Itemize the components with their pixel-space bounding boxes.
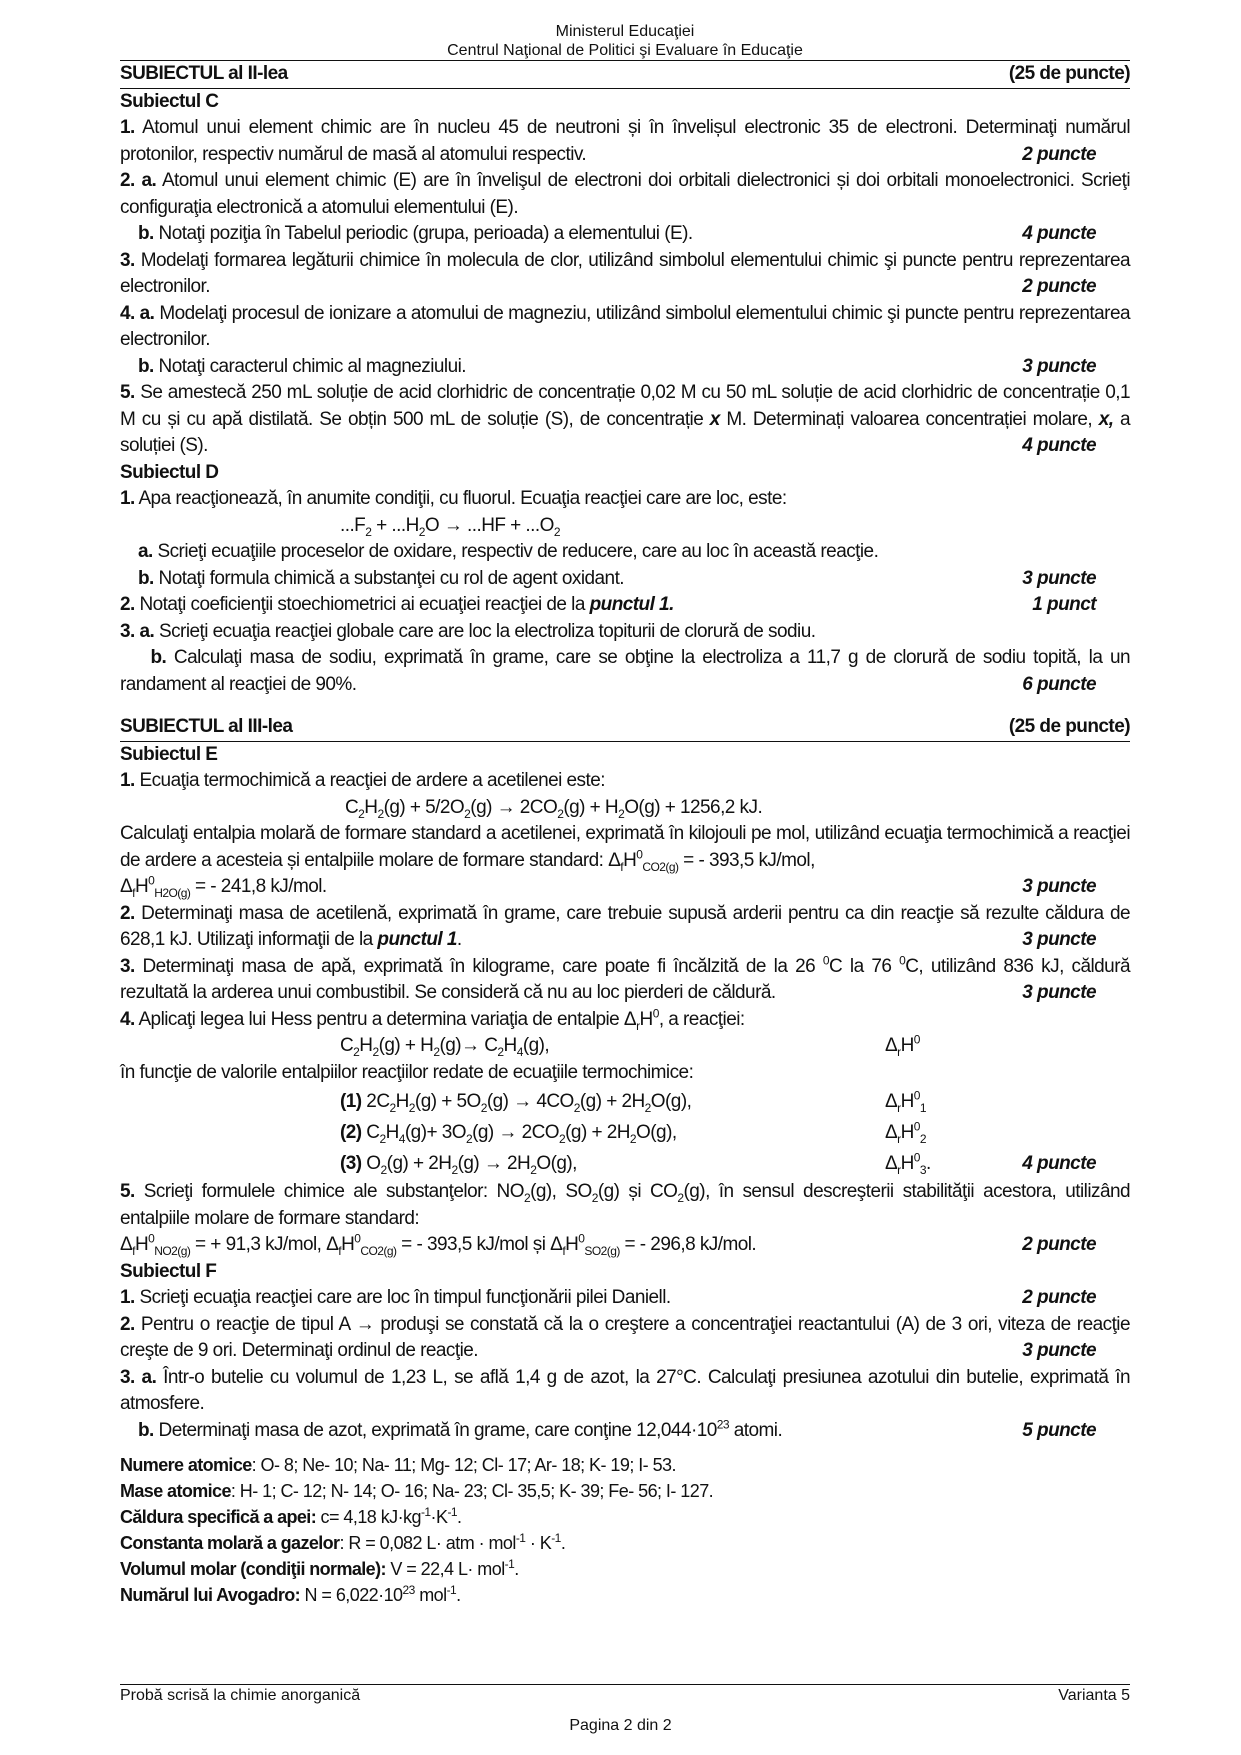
- constants-block: [120, 1452, 1130, 1608]
- points-c2: 4 puncte: [1022, 223, 1096, 244]
- points-e1: 3 puncte: [1022, 876, 1096, 897]
- points-d2: 1 punct: [1032, 594, 1096, 615]
- question-c5: 5. Se amestecă 250 mL soluție de acid clorhidric de concentrație 0,02 M cu 50 mL soluție de acid clorhidric de concentrație 0,1 M cu și cu apă distilată. Se obțin 500 mL de soluție (S), de concentrație x M. Determinați valoarea concentrației molare, x, a soluției (S).: [120, 382, 1130, 456]
- question-c2b: b. Notaţi poziţia în Tabelul periodic (grupa, perioada) a elementului (E). 4 puncte: [120, 221, 1130, 248]
- equation-e4-target: $C_2H_2(g) + H_2(g)\to C_2H_4(g)$, $\Delta_rH^0$: [340, 1032, 920, 1059]
- question-e1-line: $\Delta_fH^0_{H2O(g)}$ = - 241,8 kJ/mol. 3 puncte: [120, 873, 1096, 900]
- constant-avogadro: Numărul lui Avogadro: $N = 6,022\cdot 10^{23}$ mol$^{-1}$.: [120, 1583, 461, 1605]
- constant-gas: Constanta molară a gazelor: R = 0,082 L· atm · $mol^{-1} \cdot K^{-1}$.: [120, 1531, 566, 1553]
- footer-variant: Varianta 5: [1058, 1687, 1130, 1704]
- constant-atomic-masses: Mase atomice: H- 1; C- 12; N- 14; O- 16; Na- 23; Cl- 35,5; K- 39; Fe- 56; I- 127.: [120, 1481, 714, 1501]
- question-c4a: 4. a. Modelaţi procesul de ionizare a atomului de magneziu, utilizând simbolul elementului chimic şi puncte pentru reprezentarea electronilor.: [120, 302, 1130, 350]
- header-center: Centrul Naţional de Politici şi Evaluare în Educaţie: [120, 41, 1130, 61]
- question-d3b: b. Calculaţi masa de sodiu, exprimată în grame, care se obţine la electroliza a 11,7 g de clorură de sodiu topită, la un randament al reacţiei de 90%.: [120, 647, 1130, 695]
- constant-atomic-numbers: Numere atomice: O- 8; Ne- 10; Na- 11; Mg- 12; Cl- 17; Ar- 18; K- 19; I- 53.: [120, 1455, 676, 1475]
- question-d3a: 3. a. Scrieţi ecuaţia reacţiei globale care are loc la electroliza topiturii de clorură de sodiu.: [120, 620, 816, 642]
- question-e4: 4. Aplicaţi legea lui Hess pentru a determina variaţia de entalpie $\Delta_rH^0$, a reacţiei:: [120, 1006, 745, 1033]
- section-points: (25 de puncte): [1008, 716, 1130, 737]
- equation-d1: $...F_2 + ...H_2O \to ...HF + ...O_2$: [340, 514, 560, 539]
- question-e4-intro: în funcţie de valorile entalpiilor reacţiilor redate de ecuaţiile termochimice:: [120, 1061, 694, 1083]
- equation-e1: $C_2H_2(g) + 5/2O_2(g) \to 2CO_2(g) + H_2O(g) + 1256,2$ kJ.: [345, 796, 763, 821]
- reaction-2: (2) $C_2H_4(g)+ 3O_2(g) \to 2CO_2(g) + 2H_2O(g)$, $\Delta_rH^0_2$: [340, 1119, 927, 1146]
- question-d1b: b. Notaţi formula chimică a substanţei cu rol de agent oxidant. 3 puncte: [120, 566, 1130, 593]
- question-e5-line: $\Delta_fH^0_{NO2(g)}$ = + 91,3 kJ/mol, $\Delta_fH^0_{CO2(g)}$ = - 393,5 kJ/mol și $\Delta_fH^0_{SO2(g)}$ = - 296,8 kJ/mol. 2 puncte: [120, 1231, 1096, 1258]
- footer-exam-name: Probă scrisă la chimie anorganică: [120, 1687, 361, 1704]
- section-title-3: SUBIECTUL al III-lea (25 de puncte): [120, 714, 1130, 742]
- points-f3: 5 puncte: [1022, 1419, 1096, 1441]
- points-e3: 3 puncte: [1022, 982, 1096, 1003]
- question-f2: 2. Pentru o reacţie de tipul A → produşi se constată că la o creştere a concentraţiei reactantului (A) de 3 ori, viteza de reacţie creşte de 9 ori. Determinaţi ordinul de reacţie.: [120, 1313, 1130, 1361]
- points-c5: 4 puncte: [1022, 435, 1096, 456]
- question-f3a: 3. a. Într-o butelie cu volumul de 1,23 L, se află 1,4 g de azot, la 27°C. Calculaţi presiunea azotului din butelie, exprimată în atmosfere.: [120, 1366, 1130, 1414]
- points-c1: 2 puncte: [1022, 143, 1096, 165]
- question-e1-text: Calculaţi entalpia molară de formare standard a acetilenei, exprimată în kilojouli pe mol, utilizând ecuaţia termochimică a reacţiei de ardere a acesteia și entalpiile molare de formare standard: $\Delta_fH^0_{CO2(g)}$ = - 393,5 kJ/mol,: [120, 823, 1130, 874]
- question-e1: 1. Ecuaţia termochimică a reacţiei de ardere a acetilenei este:: [120, 770, 605, 791]
- points-e2: 3 puncte: [1022, 929, 1096, 950]
- page-header: [120, 22, 1130, 61]
- question-e5: 5. Scrieţi formulele chimice ale substanţelor: $NO_2(g)$, $SO_2(g)$ și $CO_2(g)$, în sensul descreşterii stabilităţii acestora, utilizând entalpiile molare de formare standard:: [120, 1181, 1130, 1229]
- subject-f-heading: Subiectul F: [120, 1260, 217, 1282]
- question-d2: 2. Notaţi coeficienţii stoechiometrici ai ecuaţiei reacţiei de la punctul 1. 1 punct: [120, 592, 1130, 619]
- question-c3: 3. Modelaţi formarea legăturii chimice în molecula de clor, utilizând simbolul elementului chimic şi puncte pentru reprezentarea electronilor.: [120, 249, 1130, 297]
- question-f1: 1. Scrieţi ecuaţia reacţiei care are loc în timpul funcţionării pilei Daniell. 2 puncte: [120, 1285, 1130, 1312]
- reaction-3: (3) $O_2(g) + 2H_2(g) \to 2H_2O(g)$, $\Delta_rH^0_3$. 4 puncte: [120, 1148, 1130, 1179]
- question-d1a: a. Scrieţi ecuaţiile proceselor de oxidare, respectiv de reducere, care au loc în această reacţie.: [138, 541, 879, 562]
- constant-specific-heat: Căldura specifică a apei: c= 4,18 $kJ\cdot kg^{-1}\cdot K^{-1}$.: [120, 1505, 462, 1527]
- question-c4b: b. Notaţi caracterul chimic al magneziului. 3 puncte: [120, 354, 1130, 381]
- points-f2: 3 puncte: [1022, 1340, 1096, 1361]
- points-c4: 3 puncte: [1022, 355, 1096, 377]
- exam-body: [120, 61, 1130, 1608]
- page-footer: [120, 1684, 1130, 1705]
- header-ministry: Ministerul Educaţiei: [555, 23, 695, 40]
- points-e5: 2 puncte: [1022, 1234, 1096, 1255]
- question-f3b: b. Determinaţi masa de azot, exprimată în grame, care conţine $12,044\cdot 10^{23}$ atomi. 5 puncte: [120, 1418, 1130, 1445]
- page-number: Pagina 2 din 2: [569, 1717, 672, 1734]
- subject-e-heading: Subiectul E: [120, 743, 218, 765]
- section-title-2: SUBIECTUL al II-lea (25 de puncte): [120, 61, 1130, 89]
- question-c1: 1. Atomul unui element chimic are în nucleu 45 de neutroni și în învelișul electronic 35 de electroni. Determinaţi numărul protonilor, respectiv numărul de masă al atomului respectiv.: [120, 117, 1130, 165]
- reaction-1: (1) $2C_2H_2(g) + 5O_2(g) \to 4CO_2(g) + 2H_2O(g)$, $\Delta_rH^0_1$: [340, 1088, 927, 1115]
- points-d1: 3 puncte: [1022, 567, 1096, 589]
- question-c2a: 2. a. Atomul unui element chimic (E) are în învelişul de electroni doi orbitali dielectronici și doi orbitali monoelectronici. Scrieţi configuraţia electronică a atomului elementului (E).: [120, 170, 1130, 218]
- question-e2: 2. Determinaţi masa de acetilenă, exprimată în grame, care trebuie supusă arderii pentru ca din reacţie să rezulte căldura de 628,1 kJ. Utilizaţi informaţii de la punctul 1.: [120, 902, 1130, 950]
- points-f1: 2 puncte: [1022, 1287, 1096, 1308]
- subject-c-heading: Subiectul C: [120, 90, 219, 112]
- points-d3: 6 puncte: [1022, 673, 1096, 695]
- section-points: (25 de puncte): [1008, 63, 1130, 84]
- points-c3: 2 puncte: [1022, 276, 1096, 297]
- subject-d-heading: Subiectul D: [120, 461, 219, 483]
- question-d1: 1. Apa reacţionează, în anumite condiţii, cu fluorul. Ecuaţia reacţiei care are loc, este:: [120, 488, 787, 509]
- question-e3: 3. Determinaţi masa de apă, exprimată în kilograme, care poate fi încălzită de la 26 $^0$C la 76 $^0$C, utilizând 836 kJ, căldură rezultată la arderea unui combustibil. Se consideră că nu au loc pierderi de căldură.: [120, 953, 1130, 1003]
- constant-molar-volume: Volumul molar (condiţii normale): V = 22,4 L· mol$^{-1}$.: [120, 1557, 519, 1579]
- exam-page: [120, 22, 1130, 1608]
- points-e4: 4 puncte: [1022, 1153, 1096, 1174]
